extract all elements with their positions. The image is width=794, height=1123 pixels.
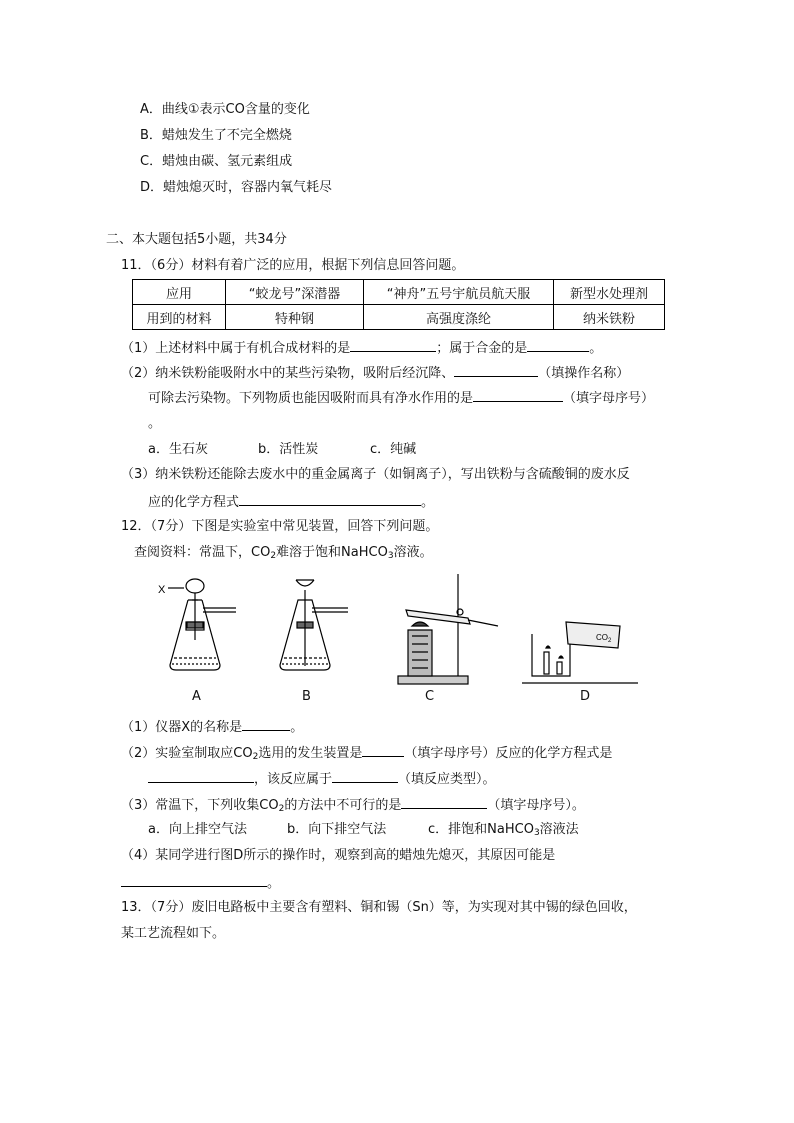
- q11-p2-text2: （填操作名称）: [538, 366, 630, 381]
- table-cell: “蛟龙号”深潜器: [226, 280, 364, 305]
- table-cell: 应用: [133, 280, 226, 305]
- q11-p2-option-c: c．纯碱: [370, 442, 417, 457]
- q11-stem: 11．（6分）材料有着广泛的应用，根据下列信息回答问题。: [121, 258, 465, 273]
- section2-heading: 二、本大题包括5小题，共34分: [106, 232, 287, 247]
- q12-p3-option-c: [428, 821, 579, 839]
- q12-p3-text2: 的方法中不可行的是: [284, 798, 402, 813]
- q12-p2-text3: （填字母序号）反应的化学方程式是: [404, 746, 613, 761]
- q11-p2-text4: （填字母序号）: [563, 391, 655, 406]
- q10-option-a: A．曲线①表示CO含量的变化: [140, 102, 310, 117]
- subscript: 2: [270, 551, 277, 561]
- q12-p3-opt-c-text: c．排饱和NaHCO: [428, 822, 534, 837]
- q11-part2: [121, 363, 629, 383]
- q13-line1: 13．（7分）废旧电路板中主要含有塑料、铜和锡（Sn）等，为实现对其中锡的绿色回收，: [121, 900, 637, 915]
- q12-p1-text: （1）仪器X的名称是: [121, 720, 243, 735]
- q11-part3-cont: [148, 492, 434, 512]
- q12-part4: （4）某同学进行图D所示的操作时，观察到高的蜡烛先熄灭，其原因可能是: [121, 848, 556, 863]
- apparatus-a-flask: [168, 579, 236, 670]
- q11-p3-end: 。: [421, 495, 435, 510]
- answer-blank[interactable]: [362, 743, 404, 757]
- q13-line2: 某工艺流程如下。: [121, 926, 226, 941]
- q12-part3: [121, 795, 585, 815]
- q11-p1-text: （1）上述材料中属于有机合成材料的是: [121, 341, 351, 356]
- answer-blank[interactable]: [473, 388, 563, 402]
- subscript: 2: [278, 804, 285, 814]
- subscript: 2: [252, 752, 259, 762]
- figure-label-d: D: [580, 689, 591, 704]
- subscript: 3: [533, 828, 540, 838]
- q10-option-c: C．蜡烛由碳、氢元素组成: [140, 154, 293, 169]
- answer-blank[interactable]: [454, 363, 538, 377]
- q11-p2-option-b: b．活性炭: [258, 442, 319, 457]
- q12-p4-end: 。: [267, 876, 281, 891]
- q12-part2: [121, 743, 612, 763]
- label-co2: $CO_2$: [596, 633, 612, 644]
- apparatus-b-flask: [280, 580, 348, 670]
- table-row: [133, 280, 665, 305]
- answer-blank[interactable]: [148, 769, 254, 783]
- table-row: [133, 305, 665, 330]
- q12-info-text3: 溶液。: [393, 545, 433, 560]
- figure-label-c: C: [425, 689, 435, 704]
- q12-p2-text5: （填反应类型）。: [398, 772, 496, 787]
- q12-p3-option-b: b．向下排空气法: [287, 822, 387, 837]
- figure-label-a: A: [192, 689, 201, 704]
- q12-p1-end: 。: [290, 720, 304, 735]
- q12-p3-text: （3）常温下，下列收集CO: [121, 798, 279, 813]
- apparatus-c-heating: [398, 574, 498, 684]
- q11-p2-option-a: a．生石灰: [148, 442, 208, 457]
- q10-option-d: D．蜡烛熄灭时，容器内氧气耗尽: [140, 180, 333, 195]
- apparatus-d-candles: [522, 622, 638, 683]
- answer-blank[interactable]: [401, 795, 487, 809]
- answer-blank[interactable]: [239, 492, 421, 506]
- answer-blank[interactable]: [350, 338, 436, 352]
- q12-p3-opt-c-text2: 溶液法: [539, 822, 579, 837]
- q12-part1: [121, 717, 303, 737]
- answer-blank[interactable]: [332, 769, 398, 783]
- q10-option-b: B．蜡烛发生了不完全燃烧: [140, 128, 292, 143]
- q11-part1: [121, 338, 602, 358]
- q11-p2-end: 。: [148, 416, 162, 431]
- q11-part3: （3）纳米铁粉还能除去废水中的重金属离子（如铜离子），写出铁粉与含硫酸铜的废水反: [121, 467, 630, 482]
- figure-label-b: B: [302, 689, 311, 704]
- table-cell: 新型水处理剂: [554, 280, 665, 305]
- q12-p2-text2: 选用的发生装置是: [258, 746, 363, 761]
- q11-part2-cont: [148, 388, 654, 408]
- q12-part4-cont: [121, 873, 280, 893]
- q11-p1-end: 。: [589, 341, 603, 356]
- q12-info: [134, 544, 433, 562]
- table-cell: 纳米铁粉: [554, 305, 665, 330]
- q12-p3-text3: （填字母序号）。: [487, 798, 585, 813]
- apparatus-figure: [150, 570, 650, 688]
- q12-info-text2: 难溶于饱和NaHCO: [276, 545, 388, 560]
- q12-part2-cont: [148, 769, 496, 789]
- label-x: X: [158, 584, 166, 596]
- q12-p2-text: （2）实验室制取应CO: [121, 746, 253, 761]
- table-cell: “神舟”五号宇航员航天服: [364, 280, 554, 305]
- answer-blank[interactable]: [121, 873, 267, 887]
- q12-info-text: 查阅资料：常温下，CO: [134, 545, 271, 560]
- answer-blank[interactable]: [242, 717, 290, 731]
- q11-p2-text3: 可除去污染物。下列物质也能因吸附而具有净水作用的是: [148, 391, 474, 406]
- table-cell: 用到的材料: [133, 305, 226, 330]
- q12-stem: 12．（7分）下图是实验室中常见装置，回答下列问题。: [121, 519, 439, 534]
- table-cell: 特种钢: [226, 305, 364, 330]
- materials-table: [132, 279, 665, 330]
- q12-p3-option-a: a．向上排空气法: [148, 822, 247, 837]
- q11-p3-text: 应的化学方程式: [148, 495, 240, 510]
- q12-p2-text4: ，该反应属于: [254, 772, 333, 787]
- q11-p1-text2: ；属于合金的是: [436, 341, 528, 356]
- answer-blank[interactable]: [527, 338, 589, 352]
- subscript: 3: [387, 551, 394, 561]
- table-cell: 高强度涤纶: [364, 305, 554, 330]
- q11-p2-text: （2）纳米铁粉能吸附水中的某些污染物，吸附后经沉降、: [121, 366, 455, 381]
